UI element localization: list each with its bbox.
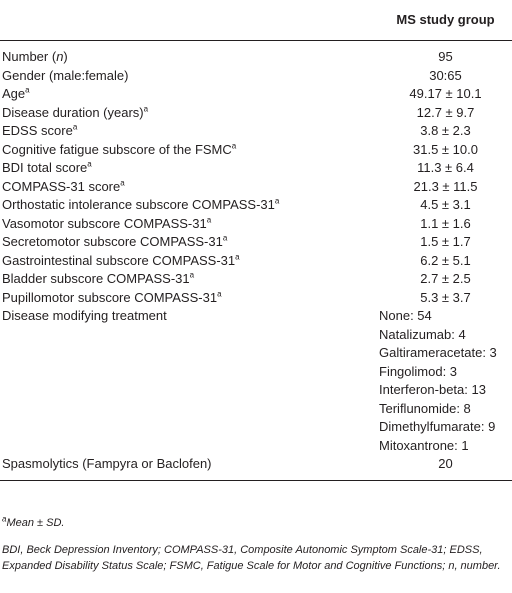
- table-row: [0, 122, 512, 141]
- row-value: 1.1 ± 1.6: [420, 215, 471, 231]
- row-value: 3.8 ± 2.3: [420, 123, 471, 138]
- dmt-list: [377, 307, 512, 455]
- footnote-marker: a: [206, 215, 212, 225]
- footnote-marker: a: [222, 233, 228, 243]
- table-body: [0, 41, 512, 481]
- footnote-marker: a: [274, 196, 280, 206]
- row-value: 30:65: [429, 67, 462, 83]
- dmt-item: Galtirameracetate: 3: [379, 345, 497, 360]
- row-label: [0, 289, 377, 308]
- table-row: [0, 270, 512, 289]
- row-label-text: Disease duration (years): [2, 104, 144, 120]
- row-label-text: EDSS score: [2, 123, 73, 138]
- footnote-marker: a: [143, 104, 149, 114]
- table-row: [0, 67, 512, 86]
- row-label: [0, 196, 377, 215]
- footnote-marker: a: [231, 141, 237, 151]
- row-label-text: Vasomotor subscore COMPASS-31: [2, 215, 207, 231]
- dmt-label: Disease modifying treatment: [2, 308, 167, 323]
- row-value: 4.5 ± 3.1: [420, 197, 471, 212]
- table-header-row: [0, 0, 512, 41]
- header-ms-study-group: MS study group: [377, 0, 512, 41]
- table-row: [0, 85, 512, 104]
- table-row: [0, 289, 512, 308]
- row-label: [0, 67, 377, 86]
- row-label: [0, 252, 377, 271]
- row-value: 6.2 ± 5.1: [420, 252, 471, 268]
- table-row: [0, 159, 512, 178]
- row-label-text: Secretomotor subscore COMPASS-31: [2, 234, 223, 249]
- row-value: 20: [377, 455, 512, 480]
- footnote-marker: a: [235, 252, 240, 262]
- footnote-marker: a: [72, 122, 78, 132]
- row-value: 21.3 ± 11.5: [413, 178, 478, 194]
- header-label-column: [0, 0, 377, 41]
- row-value: 31.5 ± 10.0: [413, 141, 478, 157]
- row-label: [0, 85, 377, 104]
- dmt-item: Mitoxantrone: 1: [379, 437, 469, 453]
- row-value: 2.7 ± 2.5: [420, 271, 471, 286]
- row-label-text: Gastrointestinal subscore COMPASS-31: [2, 252, 236, 268]
- table-row: [0, 104, 512, 123]
- row-label-text: Number (: [2, 49, 57, 64]
- row-label-after: ): [63, 49, 68, 64]
- table-row: [0, 196, 512, 215]
- row-label: [0, 104, 377, 123]
- row-label: [0, 141, 377, 160]
- table-row: [0, 233, 512, 252]
- row-value: 49.17 ± 10.1: [409, 86, 482, 101]
- row-label: [0, 215, 377, 234]
- row-label-text: Cognitive fatigue subscore of the FSMC: [2, 141, 232, 157]
- footnote-marker: a: [87, 159, 92, 169]
- row-label: [0, 41, 377, 67]
- footnote-marker: a: [2, 514, 7, 524]
- dmt-item: Interferon-beta: 13: [379, 382, 486, 397]
- footnote-marker: a: [25, 85, 30, 95]
- row-label: [0, 233, 377, 252]
- footnote-a-text: Mean ± SD.: [6, 517, 65, 529]
- table-row: [0, 252, 512, 271]
- dmt-item: None: 54: [379, 308, 432, 323]
- footnote-abbreviations: BDI, Beck Depression Inventory; COMPASS-31, Composite Autonomic Symptom Scale-31; EDSS, Expanded Disability Status Scale; FSMC, Fatigue Scale for Motor and Cognitive Functions; n, number.: [2, 543, 501, 572]
- row-label-italic: n: [56, 49, 64, 64]
- footnote-marker: a: [189, 270, 195, 280]
- table-row-spasmolytics: [0, 455, 512, 480]
- row-value: 95: [438, 49, 453, 64]
- row-label: [0, 270, 377, 289]
- row-label-text: Age: [2, 86, 26, 101]
- row-label-text: BDI total score: [2, 160, 88, 175]
- row-label-text: Orthostatic intolerance subscore COMPASS-31: [2, 197, 275, 212]
- dmt-item: Fingolimod: 3: [379, 363, 458, 379]
- footnote-marker: a: [120, 178, 125, 188]
- row-value: 5.3 ± 3.7: [420, 289, 471, 305]
- footnote-a: [2, 515, 508, 532]
- dmt-item: Teriflunomide: 8: [379, 400, 471, 416]
- row-value: 1.5 ± 1.7: [420, 234, 471, 249]
- row-label: [0, 178, 377, 197]
- table-row: [0, 178, 512, 197]
- table-row: [0, 141, 512, 160]
- row-label-text: Bladder subscore COMPASS-31: [2, 271, 190, 286]
- dmt-item: Natalizumab: 4: [379, 326, 466, 342]
- row-value: 11.3 ± 6.4: [417, 160, 474, 175]
- row-label-text: Pupillomotor subscore COMPASS-31: [2, 289, 218, 305]
- row-label-text: COMPASS-31 score: [2, 178, 121, 194]
- table-row-dmt: [0, 307, 512, 455]
- row-label: [0, 159, 377, 178]
- footnote-marker: a: [217, 289, 222, 299]
- row-label: [0, 122, 377, 141]
- table-footnotes: [2, 515, 508, 575]
- dmt-item: Dimethylfumarate: 9: [379, 419, 496, 434]
- table-row: [0, 41, 512, 67]
- row-label: Spasmolytics (Fampyra or Baclofen): [0, 455, 377, 480]
- row-value: 12.7 ± 9.7: [416, 104, 475, 120]
- table-row: [0, 215, 512, 234]
- row-label-text: Gender (male:female): [2, 67, 129, 83]
